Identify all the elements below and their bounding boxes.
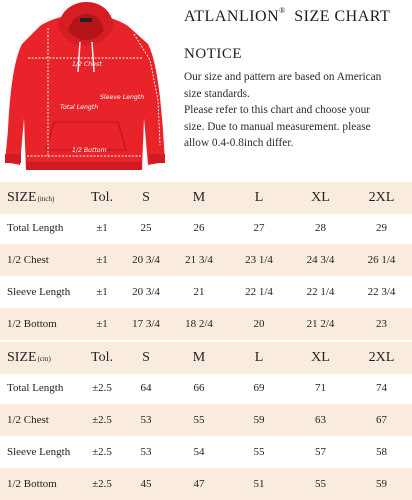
tol-cell: ±1 — [96, 318, 108, 330]
value-cell: 25 — [140, 222, 152, 234]
value-cell: 54 — [193, 446, 205, 458]
table-header-row — [0, 182, 412, 214]
row-label: 1/2 Chest — [7, 414, 49, 426]
table-row — [0, 308, 412, 340]
row-label: Sleeve Length — [7, 286, 71, 298]
notice-line: allow 0.4-0.8inch differ. — [184, 137, 294, 149]
tol-cell: ±2.5 — [92, 414, 112, 426]
value-cell: 66 — [193, 382, 205, 394]
value-cell: 55 — [193, 414, 205, 426]
value-cell: 21 2/4 — [306, 318, 335, 330]
size-col-header: L — [254, 190, 264, 205]
row-label: Total Length — [7, 222, 64, 234]
value-cell: 22 1/4 — [306, 286, 335, 298]
value-cell: 21 3/4 — [185, 254, 213, 266]
page-title — [184, 8, 408, 32]
sleeve-length-label: Sleeve Length — [100, 94, 145, 101]
size-col-header: S — [142, 190, 150, 205]
value-cell: 64 — [140, 382, 152, 394]
tol-cell: ±2.5 — [92, 382, 112, 394]
size-col-header: M — [192, 190, 206, 205]
value-cell: 45 — [140, 478, 152, 490]
value-cell: 51 — [253, 478, 265, 490]
size-col-header: 2XL — [368, 350, 395, 365]
value-cell: 74 — [376, 382, 387, 394]
value-cell: 18 2/4 — [185, 318, 213, 330]
value-cell: 26 — [193, 222, 205, 234]
size-header: SIZE (cm) — [7, 350, 51, 365]
table-row — [0, 436, 412, 468]
value-cell: 67 — [376, 414, 387, 426]
value-cell: 58 — [376, 446, 387, 458]
notice-line: Our size and pattern are based on American — [184, 71, 382, 83]
notice-line: Please refer to this chart and choose your — [184, 104, 371, 116]
value-cell: 22 1/4 — [245, 286, 273, 298]
row-label: Sleeve Length — [7, 446, 71, 458]
tol-header: Tol. — [91, 350, 113, 365]
value-cell: 53 — [140, 414, 152, 426]
tol-cell: ±1 — [96, 254, 108, 266]
value-cell: 63 — [315, 414, 326, 426]
value-cell: 24 3/4 — [306, 254, 335, 266]
row-label: Total Length — [7, 382, 64, 394]
size-col-header: L — [254, 350, 264, 365]
value-cell: 27 — [253, 222, 265, 234]
value-cell: 22 3/4 — [367, 286, 396, 298]
value-cell: 59 — [376, 478, 387, 490]
brand-name: ATLANLION — [184, 8, 280, 25]
size-header: SIZE (inch) — [7, 190, 55, 205]
notice-line: size. Due to manual measurement. please — [184, 120, 371, 133]
title-suffix: SIZE CHART — [294, 8, 391, 25]
table-row — [0, 372, 412, 404]
notice-line: size standards. — [184, 87, 250, 100]
value-cell: 23 1/4 — [245, 254, 273, 266]
size-col-header: XL — [311, 190, 330, 205]
row-label: 1/2 Chest — [7, 254, 49, 266]
size-col-header: 2XL — [368, 190, 395, 205]
value-cell: 20 — [253, 318, 265, 330]
value-cell: 28 — [315, 222, 326, 234]
value-cell: 17 3/4 — [132, 318, 160, 330]
table-row — [0, 468, 412, 500]
table-row — [0, 404, 412, 436]
value-cell: 23 — [376, 318, 387, 330]
chest-label: 1/2 Chest — [72, 61, 102, 68]
value-cell: 71 — [315, 382, 326, 394]
table-row — [0, 212, 412, 244]
value-cell: 21 — [193, 286, 205, 298]
size-col-header: M — [192, 350, 206, 365]
value-cell: 55 — [253, 446, 265, 458]
size-col-header: S — [142, 350, 150, 365]
value-cell: 20 3/4 — [132, 254, 160, 266]
tol-cell: ±1 — [96, 222, 108, 234]
registered-mark: ® — [279, 6, 286, 15]
bottom-label: 1/2 Bottom — [72, 147, 107, 154]
size-col-header: XL — [311, 350, 330, 365]
row-label: 1/2 Bottom — [7, 318, 57, 330]
hoodie-diagram — [0, 0, 172, 178]
value-cell: 26 1/4 — [367, 254, 396, 266]
value-cell: 29 — [376, 222, 387, 234]
value-cell: 55 — [315, 478, 326, 490]
row-label: 1/2 Bottom — [7, 478, 57, 490]
notice-body — [184, 69, 408, 152]
notice-title: NOTICE — [184, 46, 242, 62]
tol-header: Tol. — [91, 190, 113, 205]
table-row — [0, 244, 412, 276]
value-cell: 53 — [140, 446, 152, 458]
value-cell: 69 — [253, 382, 265, 394]
value-cell: 20 3/4 — [132, 286, 160, 298]
tol-cell: ±2.5 — [92, 446, 112, 458]
tol-cell: ±2.5 — [92, 478, 112, 490]
value-cell: 57 — [315, 446, 326, 458]
table-row — [0, 276, 412, 308]
table-header-row — [0, 342, 412, 374]
value-cell: 59 — [253, 414, 265, 426]
tol-cell: ±1 — [96, 286, 108, 298]
total-length-label: Total Length — [60, 104, 99, 111]
value-cell: 47 — [193, 478, 205, 490]
